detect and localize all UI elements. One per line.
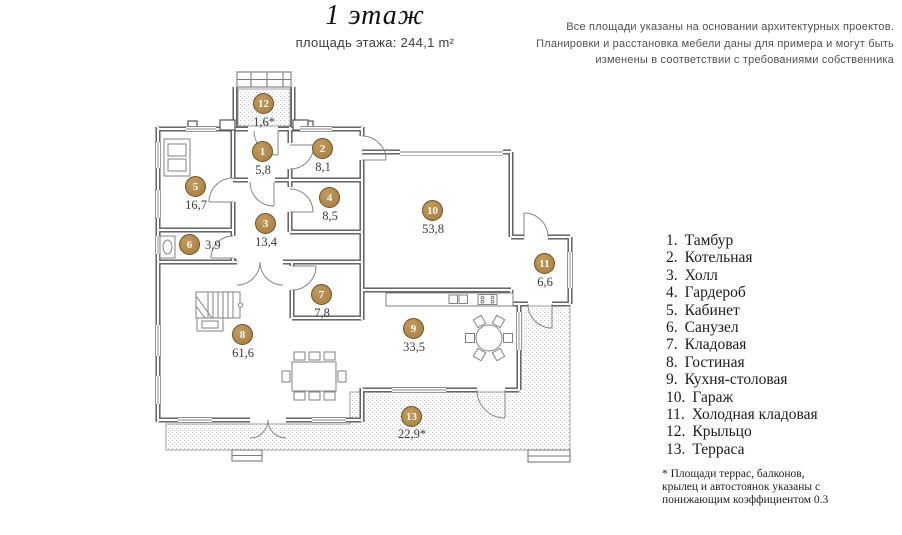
room-badge-13: 13 (401, 406, 422, 427)
disclaimer-line: Все площади указаны на основании архитектурных проектов. (566, 21, 894, 33)
room-badge-11: 11 (534, 253, 555, 274)
disclaimer-line: Планировки и расстановка мебели даны для примера и могут быть (536, 37, 894, 50)
legend-item-12: 12. Крыльцо (666, 423, 752, 441)
kitchen-counter-icon (386, 293, 513, 306)
room-area-9: 33,5 (403, 340, 425, 354)
legend-item-4: 4. Гардероб (666, 284, 746, 302)
fireplace-icon (197, 318, 223, 331)
room-badge-10: 10 (422, 200, 443, 221)
legend-item-10: 10. Гараж (666, 388, 734, 406)
room-area-13: 22,9* (397, 427, 427, 441)
legend-item-6: 6. Санузел (666, 319, 739, 337)
dining-table-icon (282, 352, 346, 400)
room-badge-8: 8 (232, 324, 253, 345)
legend-item-8: 8. Гостиная (666, 353, 745, 371)
porch-steps (237, 72, 291, 87)
area-coefficient-footnote (662, 468, 852, 508)
washbasin-icon (160, 236, 175, 258)
legend-item-name: Тамбур (684, 232, 734, 249)
footnote-line: понижающим коэффициентом 0.3 (662, 494, 829, 507)
legend-item-name: Санузел (684, 319, 739, 337)
stairs-icon (196, 292, 243, 318)
room-badge-6: 6 (179, 234, 200, 255)
room-badge-9: 9 (403, 318, 424, 339)
disclaimer-text (536, 19, 894, 69)
room-badge-7: 7 (311, 284, 332, 305)
room-area-6: 3,9 (205, 238, 221, 252)
room-badge-12: 12 (253, 93, 274, 114)
walls (158, 87, 570, 422)
legend-item-1: 1. Тамбур (666, 232, 734, 249)
cabinet-desk-icon (164, 139, 190, 176)
legend-item-name: Терраса (692, 440, 745, 458)
footnote-line: крылец и автостоянок указаны с (662, 481, 821, 494)
legend-item-name: Гостиная (684, 353, 745, 371)
room-area-4: 8,5 (322, 209, 338, 223)
room-area-1: 5,8 (255, 163, 271, 177)
legend-item-9: 9. Кухня-столовая (666, 371, 788, 389)
room-area-11: 6,6 (537, 275, 553, 289)
room-area-8: 61,6 (232, 346, 254, 360)
legend-item-name: Кухня-столовая (684, 371, 788, 389)
legend-item-name: Гардероб (684, 284, 746, 302)
room-badge-1: 1 (252, 141, 273, 162)
room-legend (666, 232, 818, 458)
legend-item-name: Холл (684, 266, 718, 284)
legend-item-5: 5. Кабинет (666, 301, 740, 319)
floor-plan-drawing (140, 65, 660, 475)
room-badge-3: 3 (255, 213, 276, 234)
room-area-5: 16,7 (185, 198, 207, 212)
room-area-12: 1,6* (253, 115, 275, 129)
legend-item-2: 2. Котельная (666, 249, 753, 267)
legend-item-name: Крыльцо (692, 423, 752, 441)
room-badge-4: 4 (319, 187, 340, 208)
room-badge-2: 2 (312, 138, 333, 159)
legend-item-name: Кабинет (684, 301, 740, 319)
room-area-7: 7,8 (314, 306, 330, 320)
footnote-line: * Площади террас, балконов, (662, 468, 805, 480)
garage-gate-line (400, 152, 503, 156)
legend-item-name: Холодная кладовая (691, 406, 818, 424)
legend-item-3: 3. Холл (666, 266, 718, 284)
legend-item-13: 13. Терраса (666, 440, 745, 458)
floor-area-subtitle: площадь этажа: 244,1 m² (295, 35, 455, 50)
room-area-3: 13,4 (255, 235, 277, 249)
round-table-icon (466, 315, 513, 360)
room-badge-5: 5 (185, 176, 206, 197)
legend-item-name: Котельная (684, 249, 753, 267)
page-title: 1 этаж (325, 0, 425, 31)
room-area-10: 53,8 (422, 222, 444, 236)
terrace-hatch (166, 306, 570, 450)
floor-plan (140, 65, 660, 475)
legend-item-11: 11. Холодная кладовая (666, 406, 818, 424)
terrace-steps (232, 450, 570, 462)
legend-item-name: Гараж (692, 388, 734, 406)
legend-item-7: 7. Кладовая (666, 336, 747, 354)
legend-item-name: Кладовая (684, 336, 747, 354)
room-area-2: 8,1 (315, 160, 331, 174)
disclaimer-line: изменены в соответствии с требованиями собственника (595, 54, 894, 66)
